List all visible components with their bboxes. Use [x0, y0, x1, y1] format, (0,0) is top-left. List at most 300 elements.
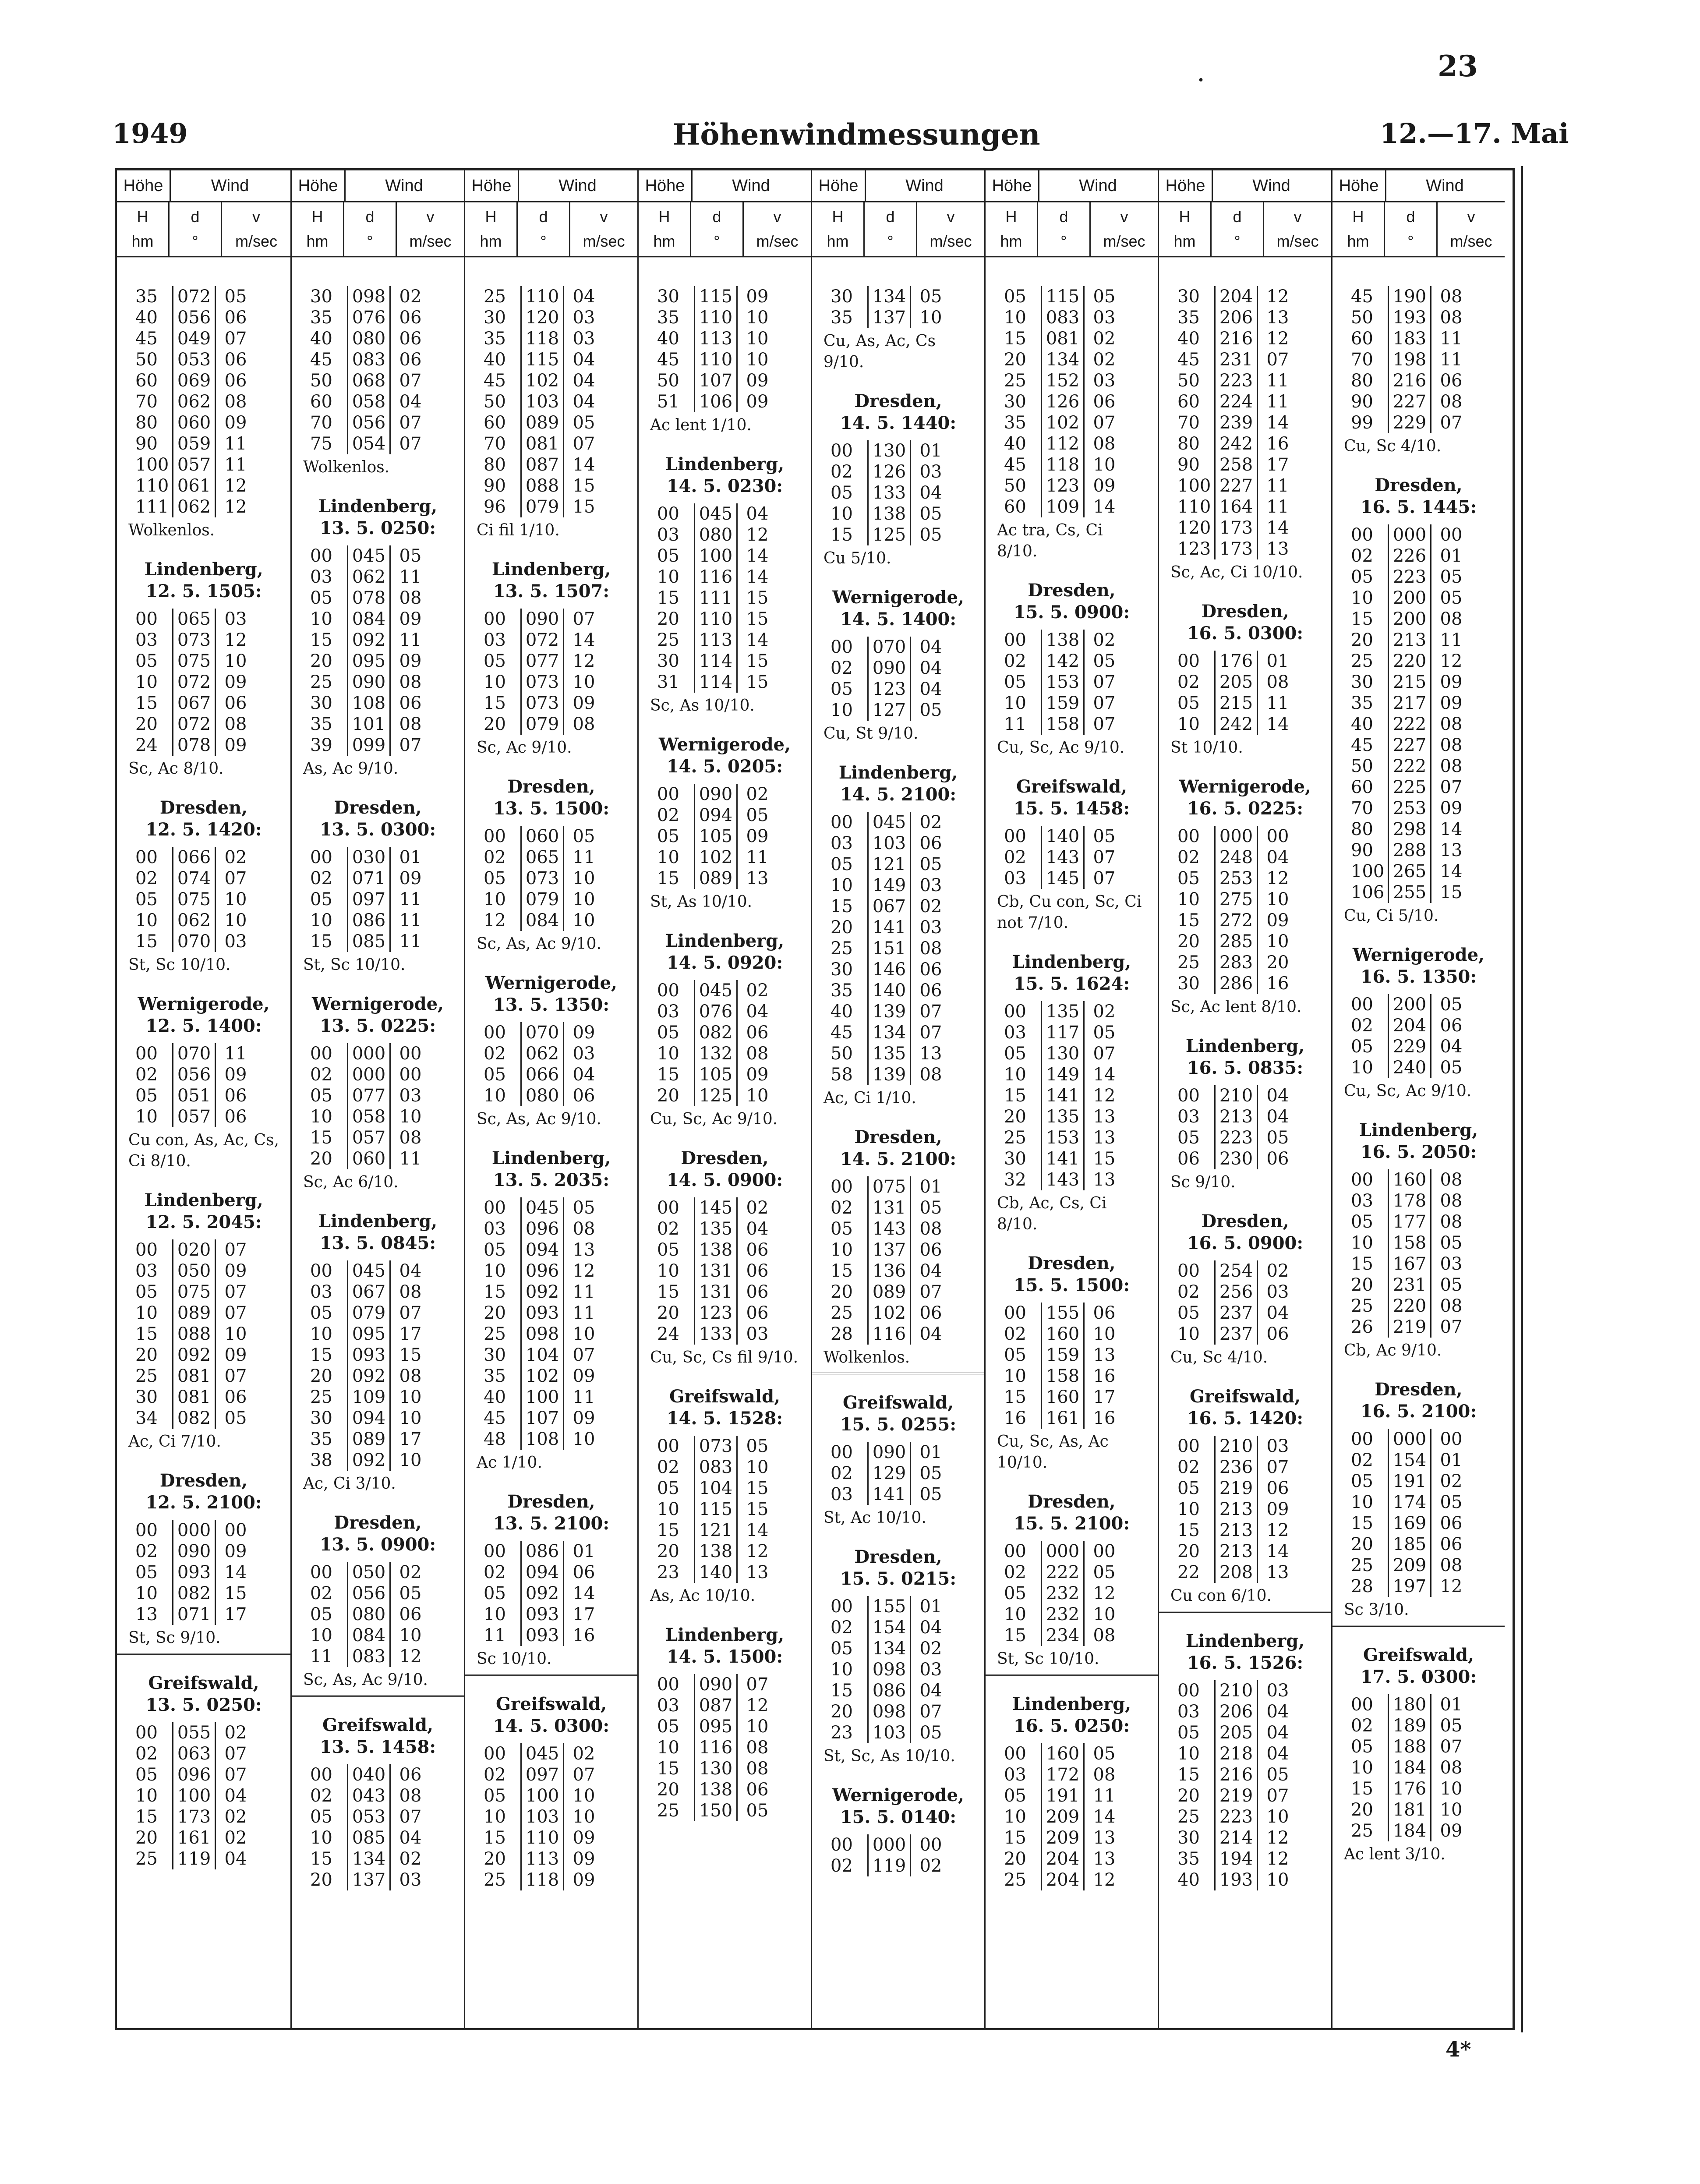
table-row — [1169, 1827, 1322, 1848]
speed-cell: 08 — [919, 1065, 942, 1085]
speed-cell: 10 — [224, 889, 247, 910]
direction-cell: 176 — [1388, 1778, 1431, 1799]
header-hoehe: Höhe — [1159, 170, 1213, 201]
station-heading — [648, 1147, 801, 1191]
height-cell: 30 — [1177, 287, 1200, 307]
height-cell: 35 — [484, 1366, 506, 1386]
table-row — [995, 651, 1148, 672]
station-heading — [822, 1392, 975, 1436]
height-cell: 00 — [1177, 1261, 1200, 1281]
height-cell: 00 — [831, 1442, 853, 1462]
direction-cell: 071 — [172, 1604, 216, 1625]
station-block — [127, 1672, 281, 1869]
cloud-note: Cu, Sc 4/10. — [1344, 437, 1442, 455]
direction-cell: 000 — [347, 1064, 391, 1085]
speed-cell: 05 — [919, 700, 942, 720]
speed-cell: 07 — [1093, 714, 1116, 734]
table-row — [127, 1827, 281, 1848]
speed-cell: 06 — [224, 1387, 247, 1407]
speed-cell: 02 — [224, 1807, 247, 1827]
station-block — [1169, 1386, 1322, 1613]
station-name: Dresden, — [159, 797, 248, 818]
height-cell: 03 — [1004, 868, 1026, 888]
header-deg: ° — [540, 232, 547, 250]
cloud-note: Sc, As, Ac 9/10. — [477, 1110, 601, 1128]
direction-cell: 082 — [172, 1583, 216, 1604]
table-row — [1342, 1429, 1495, 1450]
station-name: Dresden, — [334, 1512, 422, 1533]
table-row — [301, 588, 454, 609]
station-heading — [1342, 944, 1495, 988]
header-h: H — [137, 208, 148, 226]
header-wind: Wind — [1079, 177, 1117, 195]
table-row — [995, 1303, 1148, 1324]
direction-cell: 174 — [1388, 1492, 1431, 1513]
speed-cell: 06 — [573, 1562, 595, 1582]
direction-cell: 227 — [1388, 391, 1431, 412]
table-row — [648, 1281, 801, 1303]
table-row — [1169, 496, 1322, 517]
speed-cell: 08 — [1440, 756, 1463, 776]
table-column — [811, 170, 984, 2028]
station-name: Wernigerode, — [485, 973, 617, 993]
height-cell: 05 — [484, 868, 506, 888]
measurement-rows — [475, 1743, 628, 1890]
direction-cell: 049 — [172, 328, 216, 349]
speed-cell: 11 — [1440, 329, 1463, 349]
direction-cell: 126 — [867, 461, 911, 482]
header-d-cell — [691, 201, 744, 256]
speed-cell: 07 — [1093, 847, 1116, 867]
header-v-cell — [397, 201, 464, 256]
table-row — [301, 1604, 454, 1625]
speed-cell: 09 — [746, 287, 769, 307]
cloud-note: Ci fil 1/10. — [477, 521, 560, 539]
direction-cell: 093 — [520, 1604, 564, 1625]
station-heading — [648, 1386, 801, 1430]
height-cell: 45 — [135, 329, 158, 349]
height-cell: 25 — [484, 287, 506, 307]
direction-cell: 204 — [1041, 1848, 1085, 1869]
table-row — [995, 630, 1148, 651]
measurement-rows — [301, 1562, 454, 1667]
table-row — [995, 714, 1148, 735]
speed-cell: 17 — [573, 1604, 595, 1625]
direction-cell: 140 — [1041, 826, 1085, 847]
direction-cell: 177 — [1388, 1211, 1431, 1232]
header-h: H — [658, 208, 670, 226]
direction-cell: 095 — [347, 651, 391, 672]
height-cell: 11 — [310, 1646, 332, 1667]
speed-cell: 09 — [399, 651, 422, 671]
direction-cell: 206 — [1214, 307, 1258, 328]
speed-cell: 05 — [919, 1198, 942, 1218]
direction-cell: 240 — [1388, 1057, 1431, 1078]
direction-cell: 057 — [172, 1106, 216, 1127]
height-cell: 00 — [1177, 651, 1200, 671]
height-cell: 40 — [484, 350, 506, 370]
direction-cell: 134 — [347, 1848, 391, 1869]
direction-cell: 079 — [347, 1303, 391, 1324]
station-heading — [301, 1211, 454, 1254]
header-v: v — [600, 208, 608, 226]
station-heading — [995, 1253, 1148, 1296]
column-header-sub — [1159, 201, 1331, 256]
station-name: Lindenberg, — [665, 454, 785, 474]
column-header-top — [986, 170, 1158, 202]
column-header-sub — [465, 201, 637, 256]
measurement-rows — [995, 630, 1148, 735]
direction-cell: 084 — [347, 609, 391, 630]
direction-cell: 155 — [867, 1596, 911, 1617]
direction-cell: 080 — [520, 1085, 564, 1106]
height-cell: 05 — [310, 588, 332, 608]
table-row — [475, 693, 628, 714]
height-cell: 02 — [657, 805, 679, 825]
column-body — [292, 280, 464, 2019]
table-row — [822, 461, 975, 482]
station-heading — [995, 580, 1148, 623]
speed-cell: 15 — [573, 497, 595, 517]
table-row — [1169, 1106, 1322, 1127]
height-cell: 25 — [1351, 1821, 1373, 1841]
table-row — [127, 433, 281, 454]
station-time: 16. 5. 1445: — [1360, 497, 1477, 517]
table-row — [475, 714, 628, 735]
speed-cell: 10 — [746, 1717, 769, 1737]
direction-cell: 138 — [694, 1779, 738, 1800]
speed-cell: 07 — [1440, 413, 1463, 433]
speed-cell: 04 — [1266, 1702, 1289, 1722]
direction-cell: 066 — [172, 847, 216, 868]
direction-cell: 184 — [1388, 1820, 1431, 1841]
direction-cell: 098 — [867, 1701, 911, 1722]
height-cell: 05 — [831, 483, 853, 503]
measurement-rows — [127, 847, 281, 952]
speed-cell: 08 — [1440, 308, 1463, 328]
table-row — [301, 370, 454, 391]
direction-cell: 134 — [867, 286, 911, 307]
direction-cell: 000 — [1388, 1429, 1431, 1450]
header-hm: hm — [1173, 232, 1196, 250]
speed-cell: 08 — [399, 1128, 422, 1148]
speed-cell: 12 — [1266, 1828, 1289, 1848]
speed-cell: 05 — [746, 805, 769, 825]
station-time: 13. 5. 2035: — [493, 1170, 610, 1190]
speed-cell: 09 — [746, 392, 769, 412]
table-row — [995, 1625, 1148, 1646]
direction-cell: 045 — [520, 1743, 564, 1764]
table-row — [1169, 889, 1322, 910]
cloud-note: Sc, Ac 9/10. — [477, 739, 572, 757]
height-cell: 20 — [657, 609, 679, 629]
speed-cell: 02 — [919, 1856, 942, 1876]
table-row — [995, 1869, 1148, 1890]
direction-cell: 098 — [347, 286, 391, 307]
station-block — [822, 1784, 975, 1876]
cloud-note: Wolkenlos. — [303, 458, 390, 476]
speed-cell: 07 — [1093, 868, 1116, 888]
cloud-note: Cu, Ci 5/10. — [1344, 907, 1439, 925]
direction-cell: 193 — [1214, 1869, 1258, 1890]
table-row — [127, 714, 281, 735]
measurement-rows — [1342, 994, 1495, 1078]
speed-cell: 11 — [1093, 1786, 1116, 1806]
height-cell: 40 — [1177, 1870, 1200, 1890]
direction-cell: 077 — [347, 1085, 391, 1106]
speed-cell: 12 — [573, 1261, 595, 1281]
station-time: 12. 5. 2045: — [145, 1212, 262, 1232]
direction-cell: 100 — [520, 1785, 564, 1806]
height-cell: 20 — [310, 651, 332, 671]
height-cell: 05 — [831, 1219, 853, 1239]
station-name: Lindenberg, — [144, 1190, 263, 1211]
station-name: Lindenberg, — [144, 559, 263, 580]
table-row — [475, 1827, 628, 1848]
direction-cell: 092 — [347, 1366, 391, 1387]
column-body — [1332, 280, 1505, 2019]
speed-cell: 10 — [573, 1807, 595, 1827]
table-row — [475, 868, 628, 889]
direction-cell: 105 — [694, 1064, 738, 1085]
height-cell: 15 — [831, 896, 853, 917]
direction-cell: 071 — [347, 868, 391, 889]
station-time: 16. 5. 0225: — [1187, 798, 1304, 819]
station-block — [648, 1147, 801, 1368]
speed-cell: 02 — [399, 287, 422, 307]
speed-cell: 07 — [1093, 413, 1116, 433]
height-cell: 05 — [657, 546, 679, 566]
table-row — [301, 1106, 454, 1127]
height-cell: 10 — [1351, 1758, 1373, 1778]
table-row — [822, 1281, 975, 1303]
speed-cell: 16 — [573, 1625, 595, 1646]
direction-cell: 181 — [1388, 1799, 1431, 1820]
table-row — [995, 1127, 1148, 1148]
table-row — [1342, 840, 1495, 861]
direction-cell: 062 — [172, 391, 216, 412]
table-row — [1342, 588, 1495, 609]
direction-cell: 253 — [1388, 798, 1431, 819]
height-cell: 00 — [1351, 1429, 1373, 1449]
height-cell: 25 — [1351, 1555, 1373, 1575]
speed-cell: 12 — [1266, 329, 1289, 349]
station-block — [995, 580, 1148, 758]
header-h-cell — [292, 201, 344, 256]
speed-cell: 01 — [919, 1442, 942, 1462]
header-date-range: 12.—17. Mai — [1380, 117, 1569, 149]
speed-cell: 10 — [1440, 1779, 1463, 1799]
speed-cell: 10 — [224, 910, 247, 931]
speed-cell: 12 — [1266, 1849, 1289, 1869]
speed-cell: 11 — [1440, 630, 1463, 650]
direction-cell: 081 — [520, 433, 564, 454]
station-time: 12. 5. 1420: — [145, 819, 262, 840]
cloud-note: Cu, Sc 4/10. — [1170, 1349, 1268, 1366]
direction-cell: 059 — [172, 433, 216, 454]
direction-cell: 093 — [520, 1625, 564, 1646]
table-column — [464, 170, 637, 2028]
table-row — [648, 1520, 801, 1541]
height-cell: 70 — [1177, 413, 1200, 433]
speed-cell: 06 — [919, 980, 942, 1001]
direction-cell: 090 — [347, 672, 391, 693]
table-row — [1169, 391, 1322, 412]
station-heading — [1169, 1630, 1322, 1674]
station-name: Dresden, — [507, 1491, 595, 1512]
speed-cell: 06 — [399, 308, 422, 328]
direction-cell: 143 — [867, 1218, 911, 1239]
speed-cell: 12 — [746, 1696, 769, 1716]
height-cell: 10 — [1004, 1366, 1026, 1386]
direction-cell: 253 — [1214, 868, 1258, 889]
measurement-rows — [822, 440, 975, 545]
direction-cell: 239 — [1214, 412, 1258, 433]
direction-cell: 145 — [694, 1197, 738, 1218]
speed-cell: 04 — [573, 287, 595, 307]
header-d-cell — [170, 201, 222, 256]
height-cell: 39 — [310, 735, 332, 755]
direction-cell: 135 — [1041, 1001, 1085, 1022]
table-row — [822, 1442, 975, 1463]
table-row — [648, 1436, 801, 1457]
height-cell: 10 — [135, 1786, 158, 1806]
speed-cell: 11 — [573, 1387, 595, 1407]
direction-cell: 045 — [694, 980, 738, 1001]
height-cell: 02 — [657, 1457, 679, 1477]
direction-cell: 219 — [1388, 1317, 1431, 1338]
height-cell: 00 — [831, 637, 853, 657]
table-row — [301, 609, 454, 630]
speed-cell: 05 — [1440, 1492, 1463, 1512]
direction-cell: 167 — [1388, 1253, 1431, 1274]
table-row — [301, 1387, 454, 1408]
station-name: Greifswald, — [842, 1392, 954, 1413]
height-cell: 20 — [657, 1780, 679, 1800]
direction-cell: 237 — [1214, 1303, 1258, 1324]
speed-cell: 00 — [1440, 525, 1463, 545]
table-row — [475, 910, 628, 931]
height-cell: 100 — [1351, 861, 1385, 881]
table-row — [301, 412, 454, 433]
speed-cell: 07 — [1266, 350, 1289, 370]
cloud-note: Sc, Ac, Ci 10/10. — [1170, 563, 1303, 581]
speed-cell: 09 — [573, 1828, 595, 1848]
table-row — [648, 1043, 801, 1064]
height-cell: 00 — [1004, 630, 1026, 650]
table-row — [1169, 433, 1322, 454]
height-cell: 10 — [484, 1261, 506, 1281]
direction-cell: 133 — [694, 1324, 738, 1345]
section-divider — [1332, 1625, 1505, 1627]
height-cell: 02 — [831, 1618, 853, 1638]
header-msec: m/sec — [583, 232, 625, 250]
direction-cell: 131 — [694, 1281, 738, 1303]
height-cell: 05 — [1351, 1737, 1373, 1757]
direction-cell: 116 — [694, 566, 738, 588]
table-row — [127, 370, 281, 391]
station-time: 15. 5. 2100: — [1013, 1513, 1130, 1534]
speed-cell: 06 — [746, 1261, 769, 1281]
table-row — [822, 286, 975, 307]
speed-cell: 14 — [1440, 819, 1463, 839]
table-row — [475, 391, 628, 412]
height-cell: 00 — [831, 1596, 853, 1617]
speed-cell: 10 — [573, 889, 595, 910]
table-row — [648, 609, 801, 630]
speed-cell: 02 — [224, 847, 247, 867]
height-cell: 15 — [1004, 1387, 1026, 1407]
height-cell: 25 — [1351, 1296, 1373, 1316]
speed-cell: 11 — [1266, 693, 1289, 713]
direction-cell: 130 — [867, 440, 911, 461]
speed-cell: 06 — [399, 1604, 422, 1625]
cloud-note: Cu, Sc, As, Ac 10/10. — [997, 1433, 1109, 1472]
height-cell: 70 — [310, 413, 332, 433]
measurement-rows — [822, 1442, 975, 1505]
direction-cell: 213 — [1214, 1520, 1258, 1541]
table-row — [822, 1463, 975, 1484]
table-row — [822, 938, 975, 959]
direction-cell: 210 — [1214, 1436, 1258, 1457]
direction-cell: 111 — [694, 588, 738, 609]
station-block — [822, 286, 975, 373]
header-h-cell — [1159, 201, 1212, 256]
direction-cell: 104 — [520, 1345, 564, 1366]
direction-cell: 134 — [867, 1638, 911, 1659]
speed-cell: 01 — [1266, 651, 1289, 671]
table-row — [1169, 1764, 1322, 1785]
cloud-note: Ac lent 3/10. — [1344, 1845, 1446, 1863]
speed-cell: 10 — [1093, 1324, 1116, 1344]
station-time: 13. 5. 1507: — [493, 581, 610, 602]
station-block — [822, 390, 975, 569]
direction-cell: 116 — [867, 1324, 911, 1345]
table-row — [1342, 1799, 1495, 1820]
direction-cell: 085 — [347, 931, 391, 952]
table-row — [822, 503, 975, 524]
header-deg: ° — [887, 232, 894, 250]
direction-cell: 089 — [867, 1281, 911, 1303]
height-cell: 60 — [1351, 777, 1373, 797]
speed-cell: 02 — [1093, 350, 1116, 370]
height-cell: 05 — [1004, 672, 1026, 692]
speed-cell: 05 — [224, 1408, 247, 1428]
speed-cell: 05 — [1093, 651, 1116, 671]
direction-cell: 150 — [694, 1800, 738, 1821]
table-row — [127, 412, 281, 433]
station-name: Greifswald, — [322, 1715, 434, 1735]
direction-cell: 107 — [520, 1408, 564, 1429]
station-time: 17. 5. 0300: — [1360, 1667, 1477, 1687]
height-cell: 05 — [135, 889, 158, 910]
direction-cell: 154 — [1388, 1450, 1431, 1471]
height-cell: 20 — [1351, 630, 1373, 650]
speed-cell: 08 — [399, 672, 422, 692]
table-row — [1169, 370, 1322, 391]
table-row — [995, 1169, 1148, 1190]
speed-cell: 02 — [573, 1744, 595, 1764]
height-cell: 05 — [1177, 1128, 1200, 1148]
station-name: Greifswald, — [1189, 1386, 1301, 1407]
speed-cell: 06 — [399, 1765, 422, 1785]
height-cell: 10 — [1177, 714, 1200, 734]
table-row — [475, 672, 628, 693]
direction-cell: 070 — [867, 637, 911, 658]
height-cell: 00 — [1177, 1436, 1200, 1456]
column-body — [1159, 280, 1331, 2019]
height-cell: 00 — [657, 980, 679, 1001]
